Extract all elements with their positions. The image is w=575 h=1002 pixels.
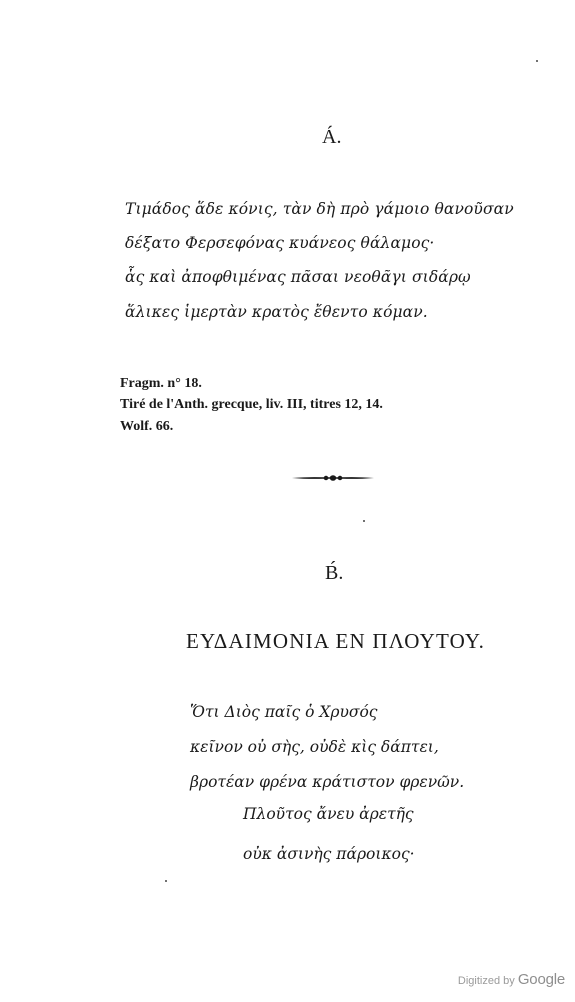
note-line: Tiré de l'Anth. grecque, liv. III, titres 12, 14. [120, 397, 383, 412]
poem-line: κεῖνον οὐ σὴς, οὐδὲ κὶς δάπτει, [190, 738, 439, 756]
scan-speck [165, 880, 167, 882]
note-line: Wolf. 66. [120, 419, 174, 434]
poem-line: ἇς καὶ ἀποφθιμένας πᾶσαι νεοθᾶγι σιδάρῳ [125, 268, 471, 286]
fragment-a-heading: Á. [322, 126, 342, 148]
poem-line: οὐκ ἀσινὴς πάροικος· [243, 845, 415, 863]
google-logo: Google [517, 971, 565, 988]
digitized-watermark [458, 971, 565, 988]
poem-line: Πλοῦτος ἄνευ ἀρετῆς [243, 805, 414, 823]
poem-line: Ὅτι Διὸς παῖς ὁ Χρυσός [190, 703, 378, 721]
section-title: ΕΥΔΑΙΜΟΝΙΑ ΕΝ ΠΛΟΥΤΟΥ. [186, 629, 486, 653]
note-line: Fragm. n° 18. [120, 376, 202, 391]
digitized-prefix: Digitized by [457, 975, 515, 987]
ornament-divider-icon [290, 472, 376, 484]
poem-line: βροτέαν φρένα κράτιστον φρενῶν. [190, 773, 465, 791]
fragment-b-heading: B́. [325, 562, 344, 584]
scan-speck [363, 520, 365, 522]
poem-line: ἅλικες ἱμερτὰν κρατὸς ἔθεντο κόμαν. [125, 303, 428, 321]
poem-line: Τιμάδος ἅδε κόνις, τὰν δὴ πρὸ γάμοιο θανοῦσαν [125, 200, 514, 218]
scan-speck [536, 60, 538, 62]
poem-line: δέξατο Φερσεφόνας κυάνεος θάλαμος· [125, 234, 435, 252]
